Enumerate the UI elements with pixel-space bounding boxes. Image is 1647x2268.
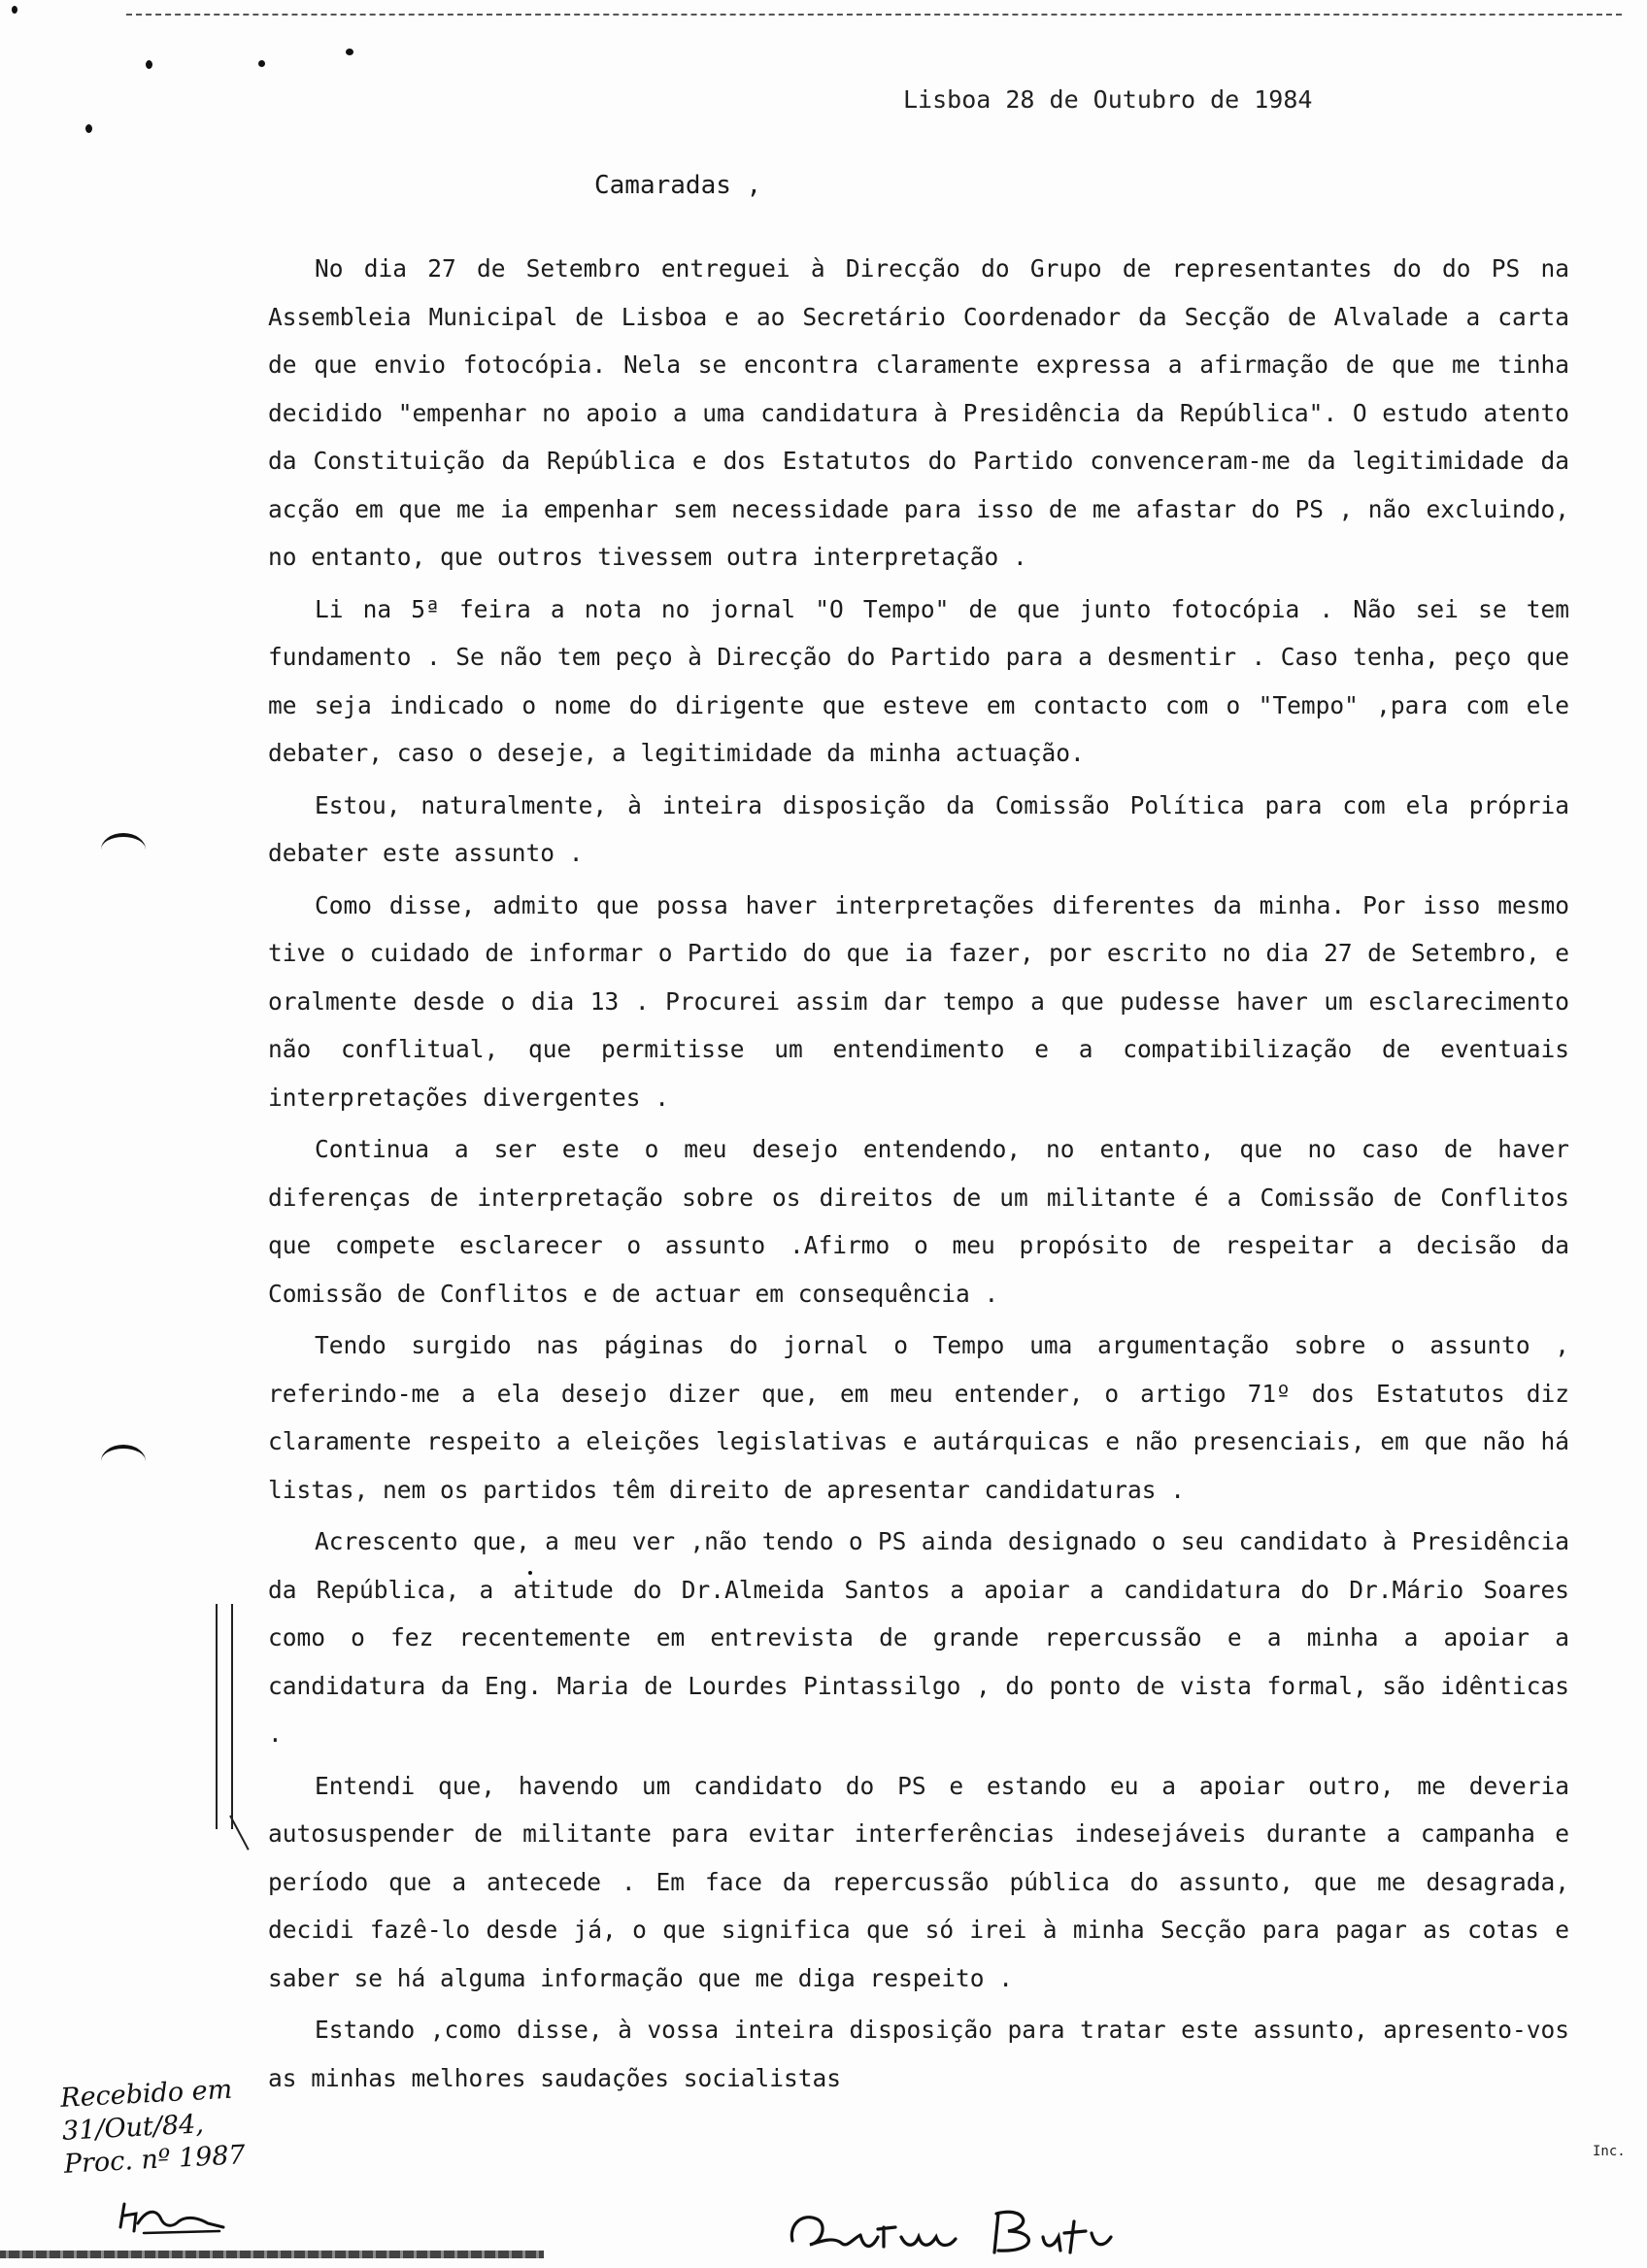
letter-paragraph-8: Entendi que, havendo um candidato do PS e estando eu a apoiar outro, me deveria autosuspender de militante para evitar interferências indesejáveis durante a campanha e período que a antecede . Em face da repercussão pública do assunto, que me desagrada, decidi fazê-lo desde já, o que significa que só irei à minha Secção para pagar as cotas e saber se há alguma informação que me diga respeito . bbox=[268, 1771, 1569, 1992]
letter-date: Lisboa 28 de Outubro de 1984 bbox=[903, 85, 1313, 114]
bottom-scan-edge bbox=[0, 2251, 544, 2258]
letter-paragraph-6: Tendo surgido nas páginas do jornal o Tempo uma argumentação sobre o assunto , referindo-me a ela desejo dizer que, em meu entender, o artigo 71º dos Estatutos diz claramente respeito a eleições legislativas e autárquicas e não presenciais, em que não há listas, nem os partidos têm direito de apresentar candidaturas . bbox=[268, 1331, 1569, 1504]
ink-speck bbox=[146, 60, 152, 69]
letter-paragraph-2: Li na 5ª feira a nota no jornal "O Tempo" de que junto fotocópia . Não sei se tem fundamento . Se não tem peço à Direcção do Partido para a desmentir . Caso tenha, peço que me seja indicado o nome do dirigente que esteve em contacto com o "Tempo" ,para com ele debater, caso o deseje, a legitimidade da minha actuação. bbox=[268, 594, 1569, 767]
letter-paragraph-5: Continua a ser este o meu desejo entendendo, no entanto, que no caso de haver diferenças de interpretação sobre os direitos de um militante é a Comissão de Conflitos que compete esclarecer o assunto .Afirmo o meu propósito de respeitar a decisão da Comissão de Conflitos e de actuar em consequência . bbox=[268, 1135, 1569, 1308]
punch-hole-mark bbox=[101, 833, 146, 866]
corner-mark: Inc. bbox=[1593, 2144, 1626, 2159]
receipt-note-line: Recebido em bbox=[59, 2074, 233, 2114]
letter-paragraph-3: Estou, naturalmente, à inteira disposição da Comissão Política para com ela própria debater este assunto . bbox=[268, 790, 1569, 867]
letter-salutation: Camaradas , bbox=[594, 171, 762, 200]
letter-paragraph-9: Estando ,como disse, à vossa inteira disposição para tratar este assunto, apresento-vos as minhas melhores saudações socialistas bbox=[268, 2016, 1569, 2092]
handwritten-initials bbox=[115, 2198, 231, 2237]
margin-highlight-bar bbox=[216, 1604, 233, 1829]
receipt-note-line: 31/Out/84, bbox=[61, 2109, 205, 2147]
receipt-note-line: Proc. nº 1987 bbox=[63, 2140, 247, 2180]
handwritten-receipt-note bbox=[59, 2073, 246, 2182]
ink-speck bbox=[346, 49, 353, 55]
ink-speck bbox=[258, 60, 265, 67]
letter-paragraph-1: No dia 27 de Setembro entreguei à Direcção do Grupo de representantes do do PS na Assembleia Municipal de Lisboa e ao Secretário Coordenador da Secção de Alvalade a carta de que envio fotocópia. Nela se encontra claramente expressa a afirmação de que me tinha decidido "empenhar no apoio a uma candidatura à Presidência da República". O estudo atento da Constituição da República e dos Estatutos do Partido convenceram-me da legitimidade da acção em que me ia empenhar sem necessidade para isso de me afastar do PS , não excluindo, no entanto, que outros tivessem outra interpretação . bbox=[268, 254, 1569, 571]
ink-speck bbox=[85, 124, 92, 133]
letter-body bbox=[268, 245, 1569, 2106]
margin-tick-mark bbox=[229, 1804, 270, 1851]
punch-hole-mark bbox=[101, 1445, 146, 1478]
handwritten-signature bbox=[783, 2198, 1171, 2266]
letter-paragraph-4: Como disse, admito que possa haver interpretações diferentes da minha. Por isso mesmo tive o cuidado de informar o Partido do que ia fazer, por escrito no dia 27 de Setembro, e oralmente desde o dia 13 . Procurei assim dar tempo a que pudesse haver um esclarecimento não conflitual, que permitisse um entendimento e a compatibilização de eventuais interpretações divergentes . bbox=[268, 890, 1569, 1112]
letter-paragraph-7: Acrescento que, a meu ver ,não tendo o PS ainda designado o seu candidato à Presidência da República, a atitude do Dr.Almeida Santos a apoiar a candidatura do Dr.Mário Soares como o fez recentemente em entrevista de grande repercussão e a minha a apoiar a candidatura da Eng. Maria de Lourdes Pintassilgo , do ponto de vista formal, são idênticas . bbox=[268, 1527, 1569, 1748]
top-scan-edge bbox=[126, 14, 1622, 16]
ink-speck bbox=[12, 6, 17, 14]
